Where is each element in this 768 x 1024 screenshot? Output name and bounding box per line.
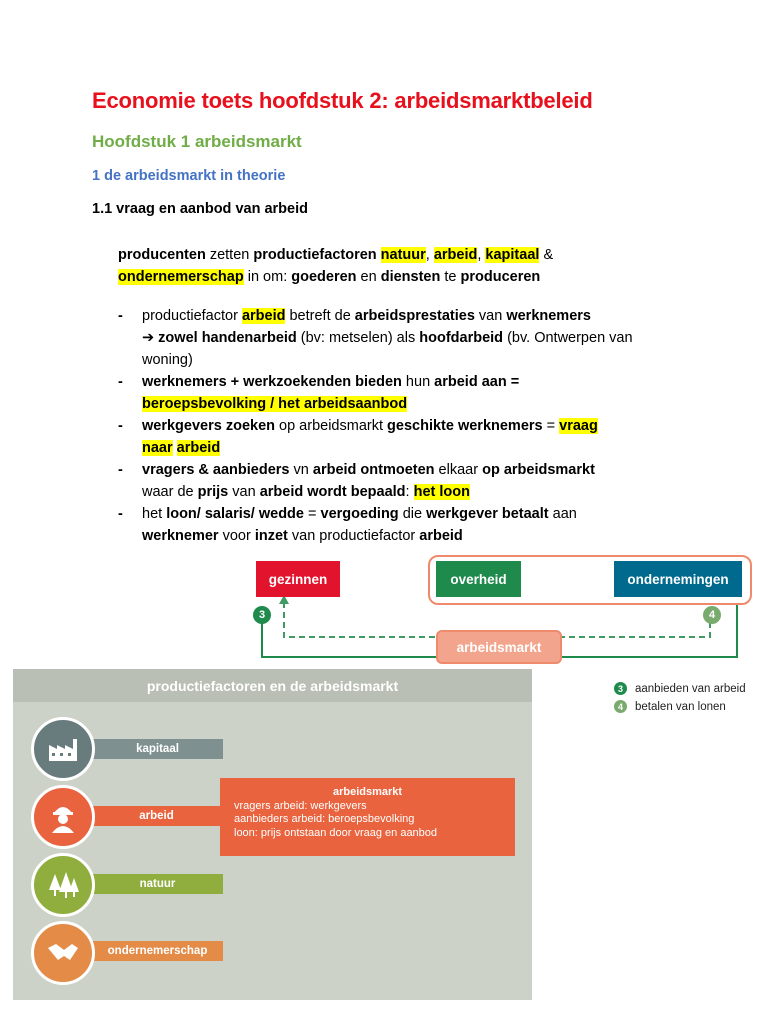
chapter-heading: Hoofdstuk 1 arbeidsmarkt	[92, 132, 302, 151]
panel-title: productiefactoren en de arbeidsmarkt	[13, 669, 532, 702]
list-item: - het loon/ salaris/ wedde = vergoeding die werkgever betaalt aan werknemer voor inzet van productiefactor arbeid	[118, 506, 577, 544]
arbeid-bar: arbeid	[92, 806, 221, 826]
legend-item-3: 3 aanbieden van arbeid	[614, 682, 746, 695]
subsection-heading: 1.1 vraag en aanbod van arbeid	[92, 201, 308, 217]
ondernemerschap-bar: ondernemerschap	[92, 941, 223, 961]
factory-icon	[31, 717, 95, 781]
step-4-badge: 4	[703, 606, 721, 624]
section-heading: 1 de arbeidsmarkt in theorie	[92, 168, 286, 184]
kapitaal-bar: kapitaal	[92, 739, 223, 759]
ondernemingen-box: ondernemingen	[614, 561, 742, 597]
gezinnen-box: gezinnen	[256, 561, 340, 597]
handshake-icon	[31, 921, 95, 985]
list-item: - productiefactor arbeid betreft de arbeidsprestaties van werknemers ➔ zowel handenarbeid (bv: metselen) als hoofdarbeid (bv. Ontwerpen van woning)	[118, 308, 633, 368]
overheid-box: overheid	[436, 561, 521, 597]
worker-icon	[31, 785, 95, 849]
trees-icon	[31, 853, 95, 917]
document-title: Economie toets hoofdstuk 2: arbeidsmarktbeleid	[92, 88, 593, 113]
arrow-right-icon: ➔	[142, 330, 155, 346]
intro-paragraph: producenten zetten productiefactoren natuur, arbeid, kapitaal & ondernemerschap in om: goederen en diensten te produceren	[118, 247, 554, 285]
natuur-bar: natuur	[92, 874, 223, 894]
legend-item-4: 4 betalen van lonen	[614, 700, 726, 713]
arbeidsmarkt-info-box: arbeidsmarkt vragers arbeid: werkgevers aanbieders arbeid: beroepsbevolking loon: prijs ontstaan door vraag en aanbod	[220, 778, 515, 856]
step-3-badge: 3	[253, 606, 271, 624]
bullet-list	[118, 305, 678, 547]
list-item: - werknemers + werkzoekenden bieden hun arbeid aan = beroepsbevolking / het arbeidsaanbod	[118, 374, 520, 412]
arbeidsmarkt-box: arbeidsmarkt	[436, 630, 562, 664]
list-item: - vragers & aanbieders vn arbeid ontmoeten elkaar op arbeidsmarkt waar de prijs van arbeid wordt bepaald: het loon	[118, 462, 595, 500]
list-item: - werkgevers zoeken op arbeidsmarkt geschikte werknemers = vraag naar arbeid	[118, 418, 598, 456]
